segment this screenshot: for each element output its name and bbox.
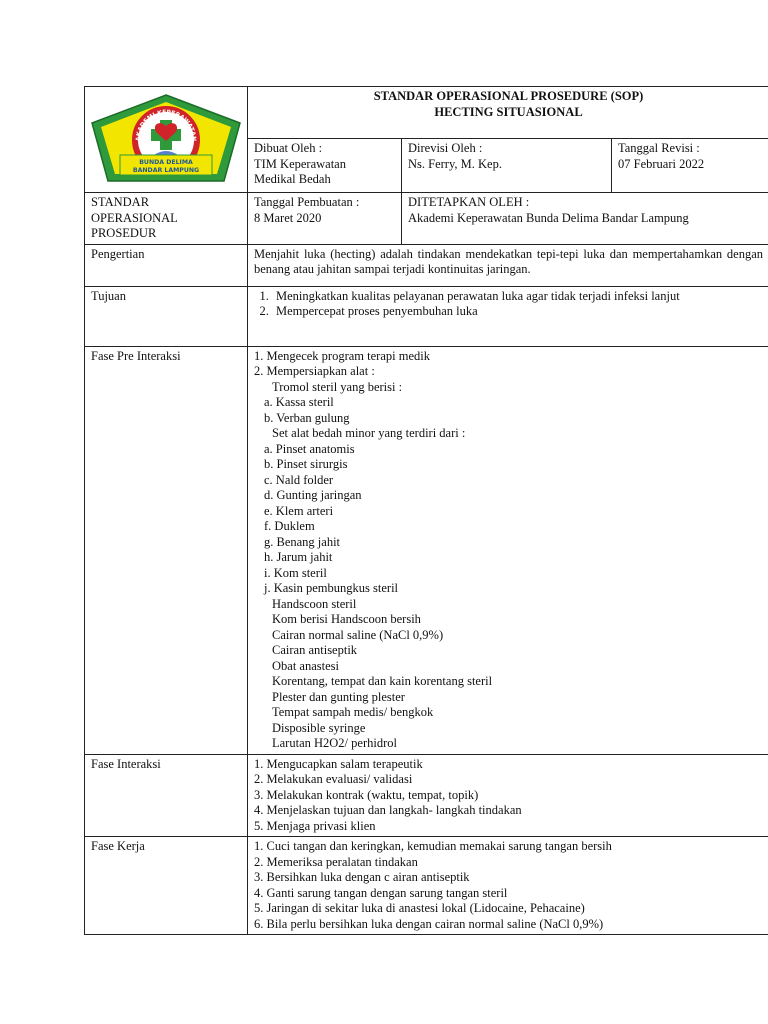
list-item: e. Klem arteri <box>264 503 334 518</box>
list-item: 6. Bila perlu bersihkan luka dengan cairan normal saline (NaCl 0,9%) <box>254 916 604 931</box>
list-item: Tromol steril yang berisi : <box>272 379 403 394</box>
dibuat-cell <box>248 139 402 193</box>
list-item: Set alat bedah minor yang terdiri dari : <box>272 426 466 440</box>
list-item: Handscoon steril <box>272 596 357 611</box>
list-item: Larutan H2O2/ perhidrol <box>272 736 397 750</box>
list-item: d. Gunting jaringan <box>264 488 362 502</box>
direvisi-value: Ns. Ferry, M. Kep. <box>408 156 502 171</box>
list-item: Cairan antiseptik <box>272 643 358 657</box>
sop-title <box>248 87 768 139</box>
tanggal-revisi-value: 07 Februari 2022 <box>618 156 705 171</box>
sop-label-2: OPERASIONAL <box>91 210 178 225</box>
list-item: j. Kasin pembungkus steril <box>264 581 399 595</box>
list-item: 4. Ganti sarung tangan dengan sarung tangan steril <box>254 885 508 900</box>
logo-cell <box>85 87 248 193</box>
ditetapkan-value: Akademi Keperawatan Bunda Delima Bandar Lampung <box>408 210 689 225</box>
pre-interaksi-content <box>248 346 768 754</box>
list-item: Plester dan gunting plester <box>272 689 405 704</box>
tanggal-pembuatan-label: Tanggal Pembuatan : <box>254 195 360 209</box>
list-item: Cairan normal saline (NaCl 0,9%) <box>272 627 444 642</box>
list-item: Korentang, tempat dan kain korentang steril <box>272 674 493 688</box>
sop-document <box>84 86 768 935</box>
list-item: 2. Mempersiapkan alat : <box>254 364 375 378</box>
title-line-2: HECTING SITUASIONAL <box>434 104 583 119</box>
interaksi-content <box>248 754 768 837</box>
list-item: 3. Melakukan kontrak (waktu, tempat, topik) <box>254 787 479 802</box>
tujuan-list <box>254 289 763 320</box>
list-item: c. Nald folder <box>264 472 334 487</box>
sop-table <box>84 86 768 935</box>
pre-interaksi-label: Fase Pre Interaksi <box>85 346 248 754</box>
tanggal-pembuatan-cell <box>248 193 402 245</box>
kerja-content <box>248 837 768 935</box>
logo-ring-text: AKADEMI KEPERAWATAN <box>134 108 198 142</box>
list-item: f. Duklem <box>264 519 315 533</box>
list-item: Kom berisi Handscoon bersih <box>272 612 421 626</box>
interaksi-label: Fase Interaksi <box>85 754 248 837</box>
ditetapkan-label: DITETAPKAN OLEH : <box>408 195 530 209</box>
list-item: 4. Menjelaskan tujuan dan langkah- langkah tindakan <box>254 803 522 817</box>
tujuan-item: 2. Mempercepat proses penyembuhan luka <box>272 304 763 320</box>
list-item: Obat anastesi <box>272 658 339 673</box>
list-item: a. Kassa steril <box>264 395 334 409</box>
institution-logo <box>90 93 242 185</box>
pengertian-text: Menjahit luka (hecting) adalah tindakan mendekatkan tepi-tepi luka dan mempertahamkan dengan benang atau jahitan sampai terjadi kontinuitas jaringan. <box>248 244 768 286</box>
tujuan-label: Tujuan <box>85 286 248 346</box>
direvisi-cell <box>402 139 612 193</box>
list-item: 2. Melakukan evaluasi/ validasi <box>254 772 413 786</box>
list-item: i. Kom steril <box>264 565 327 580</box>
title-line-1: STANDAR OPERASIONAL PROSEDURE (SOP) <box>373 89 644 103</box>
logo-banner-line2: BANDAR LAMPUNG <box>132 167 200 174</box>
list-item: Tempat sampah medis/ bengkok <box>272 705 434 719</box>
list-item: 5. Jaringan di sekitar luka di anastesi lokal (Lidocaine, Pehacaine) <box>254 901 585 915</box>
list-item: 1. Cuci tangan dan keringkan, kemudian memakai sarung tangan bersih <box>254 839 612 853</box>
ditetapkan-cell <box>402 193 768 245</box>
sop-label-cell <box>85 193 248 245</box>
list-item: Disposible syringe <box>272 720 366 735</box>
direvisi-label: Direvisi Oleh : <box>408 141 483 155</box>
dibuat-label: Dibuat Oleh : <box>254 141 323 155</box>
tujuan-item: 1. Meningkatkan kualitas pelayanan perawatan luka agar tidak terjadi infeksi lanjut <box>272 289 763 305</box>
kerja-label: Fase Kerja <box>85 837 248 935</box>
pengertian-label: Pengertian <box>85 244 248 286</box>
dibuat-value-1: TIM Keperawatan <box>254 156 346 171</box>
tanggal-pembuatan-value: 8 Maret 2020 <box>254 210 322 225</box>
tanggal-revisi-cell <box>612 139 768 193</box>
list-item: 1. Mengucapkan salam terapeutik <box>254 756 423 771</box>
sop-label-1: STANDAR <box>91 195 150 209</box>
tanggal-revisi-label: Tanggal Revisi : <box>618 141 700 155</box>
list-item: 5. Menjaga privasi klien <box>254 818 376 833</box>
list-item: g. Benang jahit <box>264 534 341 549</box>
list-item: 1. Mengecek program terapi medik <box>254 348 430 363</box>
dibuat-value-2: Medikal Bedah <box>254 172 331 186</box>
list-item: 3. Bersihkan luka dengan c airan antiseptik <box>254 870 470 884</box>
list-item: h. Jarum jahit <box>264 550 333 564</box>
list-item: b. Verban gulung <box>264 410 350 425</box>
list-item: 2. Memeriksa peralatan tindakan <box>254 854 418 869</box>
list-item: a. Pinset anatomis <box>264 441 355 456</box>
sop-label-3: PROSEDUR <box>91 226 157 240</box>
logo-banner-line1: BUNDA DELIMA <box>139 159 193 166</box>
tujuan-content <box>248 286 768 346</box>
list-item: b. Pinset sirurgis <box>264 457 348 471</box>
